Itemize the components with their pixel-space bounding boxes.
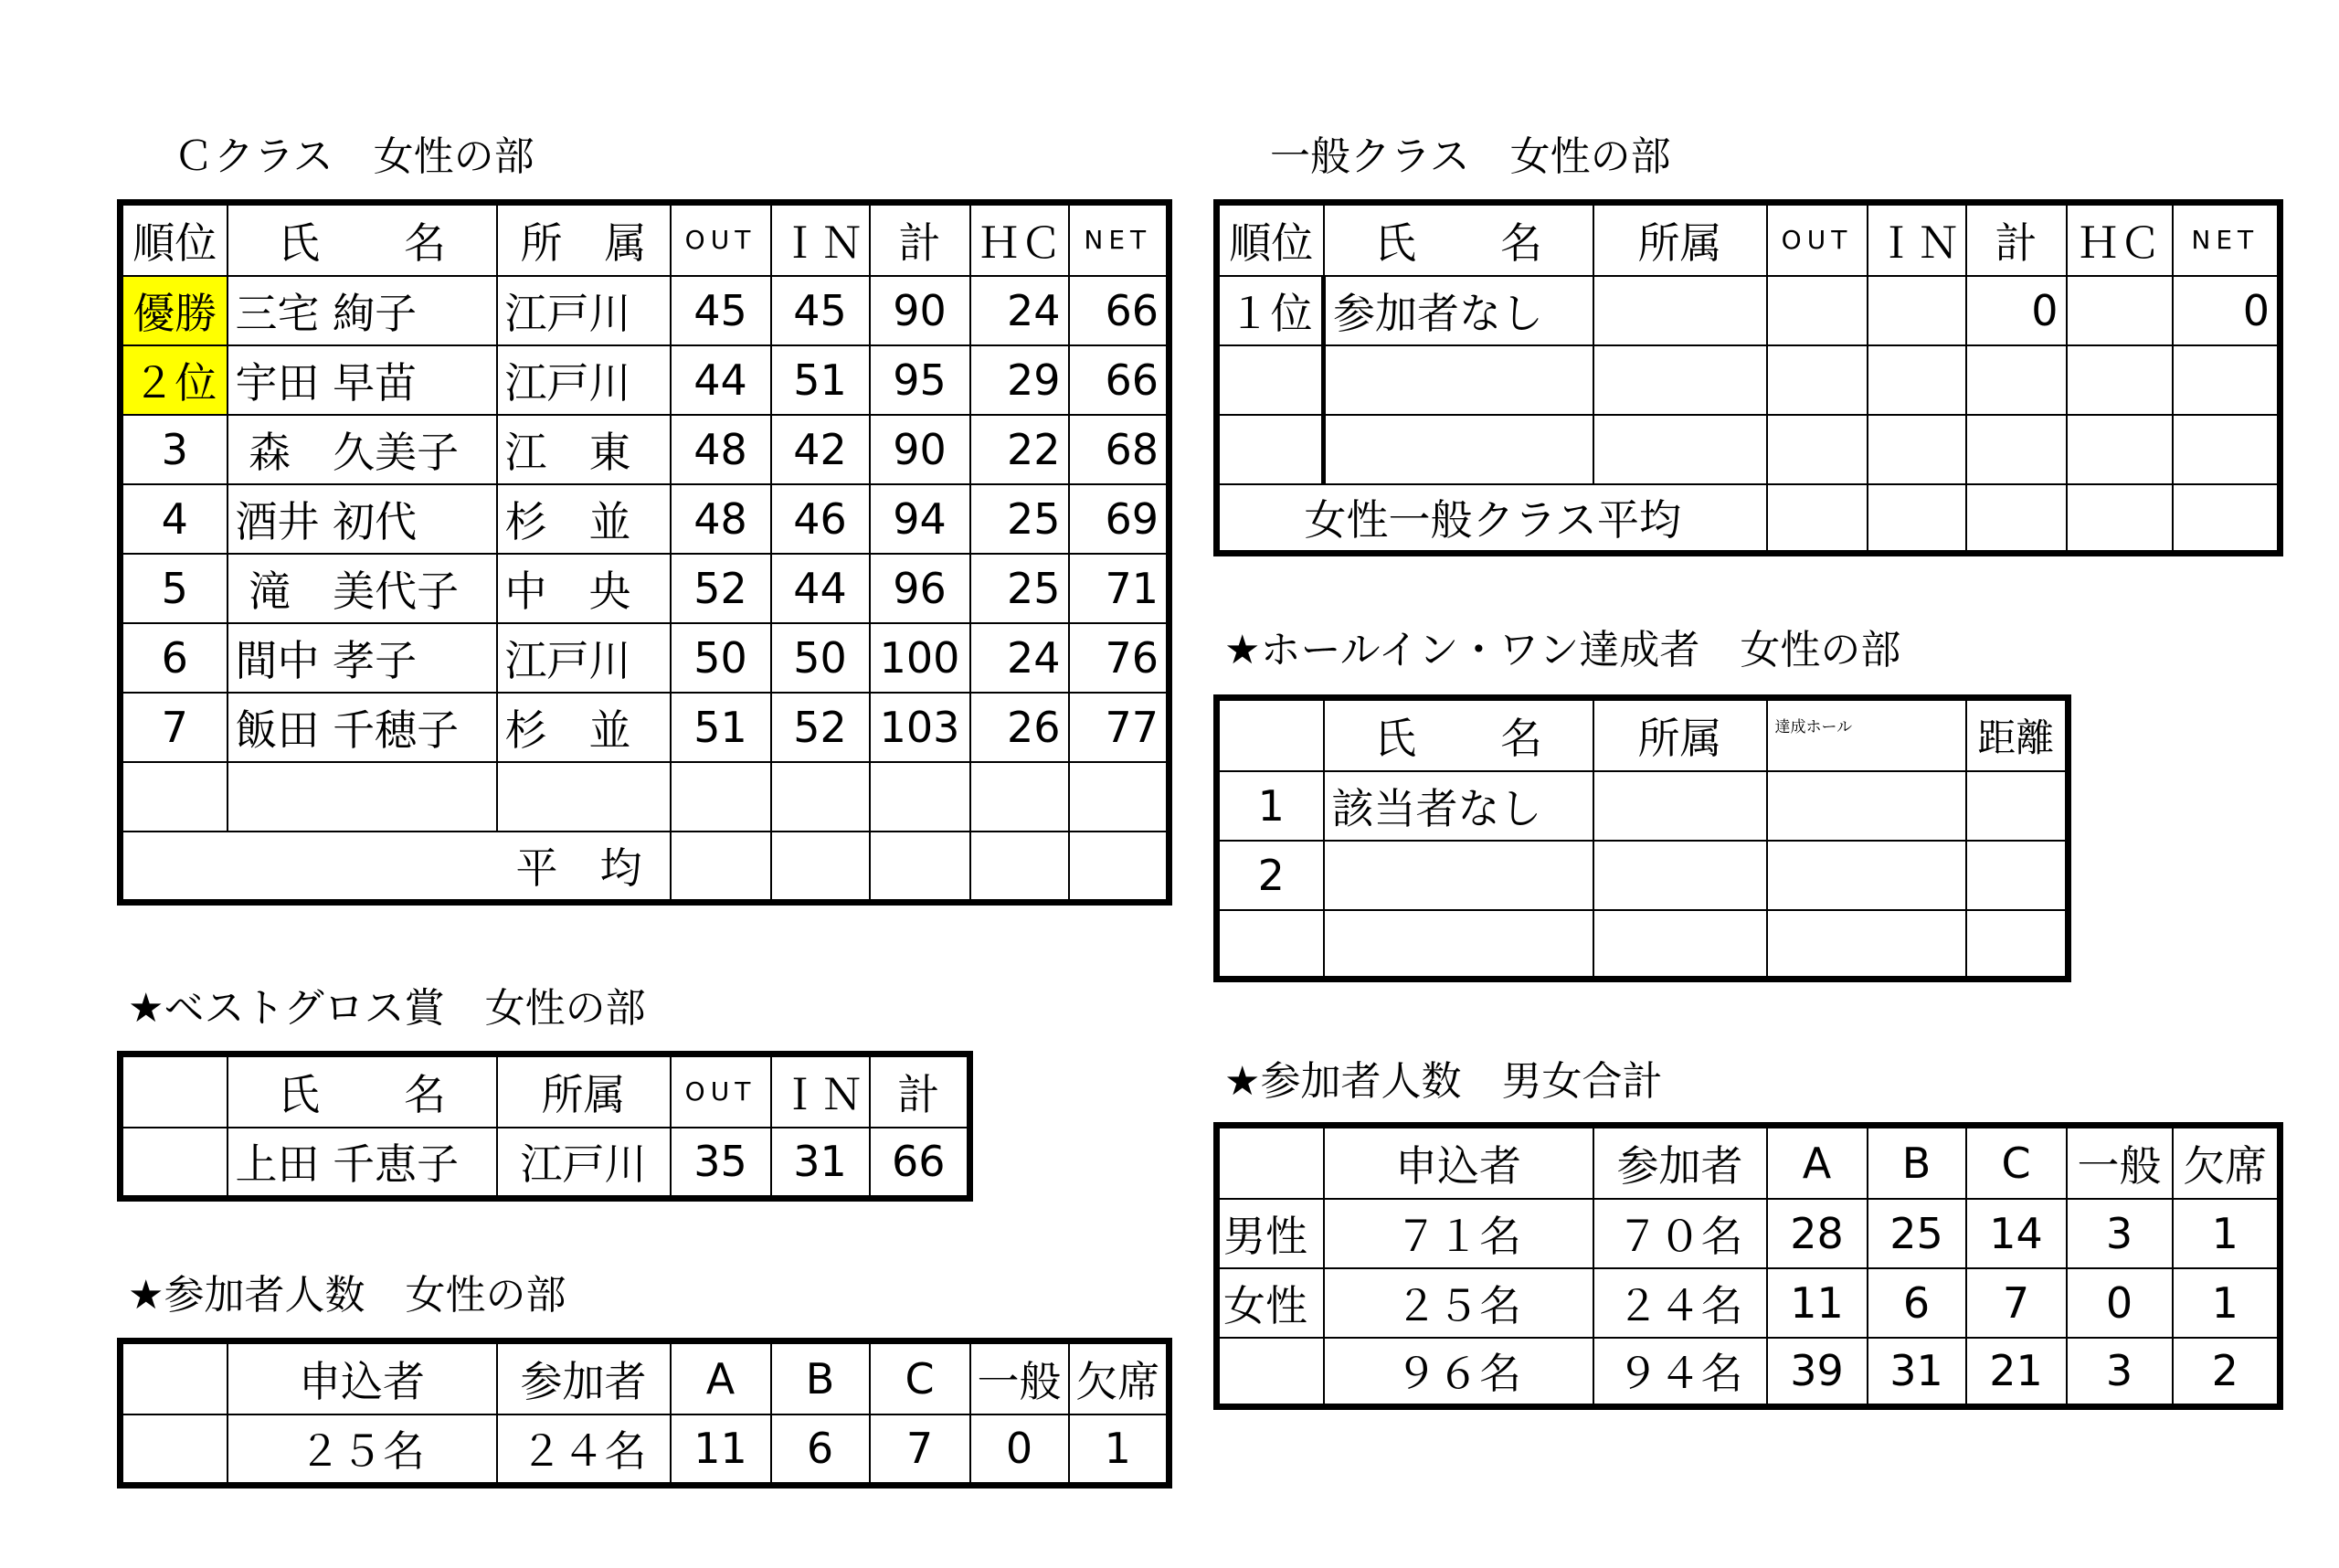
net-cell: 77 xyxy=(1069,693,1170,762)
out-cell: 35 xyxy=(671,1128,771,1199)
rank-cell: 6 xyxy=(121,623,228,693)
header-applicants: 申込者 xyxy=(1324,1126,1593,1199)
name-cell: 森 久美子 xyxy=(228,415,497,484)
out-cell: 48 xyxy=(671,484,771,554)
in-cell: 51 xyxy=(771,345,870,415)
header-in: ＩＮ xyxy=(771,203,870,276)
hc-cell: 24 xyxy=(970,276,1069,345)
out-cell xyxy=(1767,276,1868,345)
b-cell: 6 xyxy=(771,1414,870,1486)
club-cell: 江 東 xyxy=(497,415,671,484)
hole-in-one-table xyxy=(1213,694,2071,982)
out-cell: 45 xyxy=(671,276,771,345)
average-label: 平 均 xyxy=(121,832,671,903)
hc-cell: 25 xyxy=(970,484,1069,554)
table-row xyxy=(1217,415,2281,484)
table-row xyxy=(1217,771,2069,841)
participants-cell: ９４名 xyxy=(1593,1338,1767,1407)
club-cell: 江戸川 xyxy=(497,1128,671,1199)
table-row xyxy=(121,276,1170,345)
hc-cell: 25 xyxy=(970,554,1069,623)
header-participants: 参加者 xyxy=(1593,1126,1767,1199)
absent-cell: 1 xyxy=(2173,1199,2281,1268)
in-cell: 45 xyxy=(771,276,870,345)
table-row xyxy=(121,623,1170,693)
club-cell: 中 央 xyxy=(497,554,671,623)
header-rank: 順位 xyxy=(121,203,228,276)
gender-label-cell: 男性 xyxy=(1217,1199,1324,1268)
club-cell: 江戸川 xyxy=(497,345,671,415)
net-cell: 76 xyxy=(1069,623,1170,693)
header-total: 計 xyxy=(870,1054,970,1128)
header-club: 所属 xyxy=(1593,698,1767,771)
hc-cell: 26 xyxy=(970,693,1069,762)
header-blank xyxy=(121,1341,228,1414)
general-cell: 3 xyxy=(2067,1199,2173,1268)
applicants-cell: ７１名 xyxy=(1324,1199,1593,1268)
best-gross-title: ★ベストグロス賞 女性の部 xyxy=(128,985,646,1032)
net-cell: 66 xyxy=(1069,345,1170,415)
header-c: C xyxy=(870,1341,970,1414)
table-row xyxy=(121,762,1170,832)
table-row xyxy=(121,345,1170,415)
hc-cell: 22 xyxy=(970,415,1069,484)
table-row xyxy=(1217,276,2281,345)
header-absent: 欠席 xyxy=(2173,1126,2281,1199)
name-cell: 上田 千恵子 xyxy=(228,1128,497,1199)
absent-cell: 1 xyxy=(2173,1268,2281,1338)
no-cell: 1 xyxy=(1217,771,1324,841)
header-blank xyxy=(121,1054,228,1128)
general-class-title: 一般クラス 女性の部 xyxy=(1270,133,1671,180)
hole-in-one-title: ★ホールイン・ワン達成者 女性の部 xyxy=(1224,627,1901,673)
header-blank xyxy=(1217,698,1324,771)
header-net: NET xyxy=(2173,203,2281,276)
header-hc: ＨＣ xyxy=(2067,203,2173,276)
hc-cell xyxy=(2067,276,2173,345)
header-general: 一般 xyxy=(2067,1126,2173,1199)
c-cell: 14 xyxy=(1966,1199,2067,1268)
header-blank xyxy=(1217,1126,1324,1199)
c-cell: 21 xyxy=(1966,1338,2067,1407)
name-cell: 宇田 早苗 xyxy=(228,345,497,415)
header-participants: 参加者 xyxy=(497,1341,671,1414)
name-cell: 滝 美代子 xyxy=(228,554,497,623)
net-cell: 66 xyxy=(1069,276,1170,345)
header-a: A xyxy=(1767,1126,1868,1199)
rank-cell: 5 xyxy=(121,554,228,623)
header-distance: 距離 xyxy=(1966,698,2069,771)
participants-cell: ２４名 xyxy=(497,1414,671,1486)
header-b: B xyxy=(771,1341,870,1414)
header-net: NET xyxy=(1069,203,1170,276)
applicants-cell: ９６名 xyxy=(1324,1338,1593,1407)
name-cell: 該当者なし xyxy=(1324,771,1593,841)
applicants-cell: ２５名 xyxy=(1324,1268,1593,1338)
club-cell: 江戸川 xyxy=(497,276,671,345)
total-cell: 103 xyxy=(870,693,970,762)
participants-total-title: ★参加者人数 男女合計 xyxy=(1224,1058,1663,1105)
rank-cell: 優勝 xyxy=(121,276,228,345)
average-row xyxy=(121,832,1170,903)
absent-cell: 1 xyxy=(1069,1414,1170,1486)
table-row xyxy=(121,1414,1170,1486)
participants-cell: ２４名 xyxy=(1593,1268,1767,1338)
table-header-row xyxy=(1217,203,2281,276)
header-b: B xyxy=(1868,1126,1966,1199)
out-cell: 50 xyxy=(671,623,771,693)
header-rank: 順位 xyxy=(1217,203,1324,276)
header-name: 氏 名 xyxy=(228,203,497,276)
table-row xyxy=(1217,1268,2281,1338)
total-cell: 94 xyxy=(870,484,970,554)
header-in: ＩＮ xyxy=(1868,203,1966,276)
general-cell: 3 xyxy=(2067,1338,2173,1407)
gender-label-cell xyxy=(1217,1338,1324,1407)
in-cell: 50 xyxy=(771,623,870,693)
general-cell: 0 xyxy=(2067,1268,2173,1338)
header-c: C xyxy=(1966,1126,2067,1199)
club-cell xyxy=(1593,276,1767,345)
header-in: ＩＮ xyxy=(771,1054,870,1128)
header-hc: ＨＣ xyxy=(970,203,1069,276)
table-row xyxy=(1217,910,2069,980)
name-cell: 酒井 初代 xyxy=(228,484,497,554)
table-header-row xyxy=(1217,698,2069,771)
net-cell: 69 xyxy=(1069,484,1170,554)
average-label: 女性一般クラス平均 xyxy=(1217,484,1767,554)
hc-cell: 24 xyxy=(970,623,1069,693)
header-club: 所 属 xyxy=(497,203,671,276)
out-cell: 44 xyxy=(671,345,771,415)
total-cell: 96 xyxy=(870,554,970,623)
applicants-cell: ２５名 xyxy=(228,1414,497,1486)
net-cell: 68 xyxy=(1069,415,1170,484)
table-row xyxy=(121,554,1170,623)
participants-total-table xyxy=(1213,1122,2283,1410)
header-total: 計 xyxy=(870,203,970,276)
total-cell: 100 xyxy=(870,623,970,693)
in-cell: 44 xyxy=(771,554,870,623)
rank-cell: 7 xyxy=(121,693,228,762)
table-header-row xyxy=(121,203,1170,276)
table-row xyxy=(1217,1338,2281,1407)
table-header-row xyxy=(121,1341,1170,1414)
table-header-row xyxy=(1217,1126,2281,1199)
rank-cell: 4 xyxy=(121,484,228,554)
average-row xyxy=(1217,484,2281,554)
in-cell: 52 xyxy=(771,693,870,762)
total-cell: 95 xyxy=(870,345,970,415)
participants-cell: ７０名 xyxy=(1593,1199,1767,1268)
total-cell: 90 xyxy=(870,276,970,345)
rank-cell: ２位 xyxy=(121,345,228,415)
b-cell: 31 xyxy=(1868,1338,1966,1407)
table-row xyxy=(121,484,1170,554)
participants-women-title: ★参加者人数 女性の部 xyxy=(128,1272,566,1319)
no-cell: 2 xyxy=(1217,841,1324,910)
club-cell: 杉 並 xyxy=(497,484,671,554)
rank-cell: １位 xyxy=(1217,276,1324,345)
table-row xyxy=(1217,1199,2281,1268)
out-cell: 51 xyxy=(671,693,771,762)
total-cell: 90 xyxy=(870,415,970,484)
header-out: OUT xyxy=(671,1054,771,1128)
table-row xyxy=(121,415,1170,484)
general-cell: 0 xyxy=(970,1414,1069,1486)
header-out: OUT xyxy=(671,203,771,276)
header-name: 氏 名 xyxy=(228,1054,497,1128)
header-a: A xyxy=(671,1341,771,1414)
rank-cell: 3 xyxy=(121,415,228,484)
in-cell: 31 xyxy=(771,1128,870,1199)
absent-cell: 2 xyxy=(2173,1338,2281,1407)
header-applicants: 申込者 xyxy=(228,1341,497,1414)
out-cell: 48 xyxy=(671,415,771,484)
club-cell: 杉 並 xyxy=(497,693,671,762)
out-cell: 52 xyxy=(671,554,771,623)
header-hole: 達成ホール xyxy=(1767,698,1966,771)
total-cell: 0 xyxy=(1966,276,2067,345)
table-header-row xyxy=(121,1054,970,1128)
name-cell: 参加者なし xyxy=(1324,276,1593,345)
hc-cell: 29 xyxy=(970,345,1069,415)
best-gross-table xyxy=(117,1051,973,1202)
net-cell: 71 xyxy=(1069,554,1170,623)
c-class-title: Ｃクラス 女性の部 xyxy=(174,133,534,180)
in-cell xyxy=(1868,276,1966,345)
name-cell: 三宅 絢子 xyxy=(228,276,497,345)
header-club: 所属 xyxy=(497,1054,671,1128)
gender-label-cell: 女性 xyxy=(1217,1268,1324,1338)
table-row xyxy=(121,1128,970,1199)
b-cell: 25 xyxy=(1868,1199,1966,1268)
a-cell: 11 xyxy=(671,1414,771,1486)
table-row xyxy=(1217,841,2069,910)
participants-women-table xyxy=(117,1338,1172,1489)
total-cell: 66 xyxy=(870,1128,970,1199)
c-cell: 7 xyxy=(870,1414,970,1486)
header-name: 氏 名 xyxy=(1324,698,1593,771)
table-row xyxy=(1217,345,2281,415)
table-row xyxy=(121,693,1170,762)
header-club: 所属 xyxy=(1593,203,1767,276)
header-general: 一般 xyxy=(970,1341,1069,1414)
name-cell: 飯田 千穂子 xyxy=(228,693,497,762)
name-cell: 間中 孝子 xyxy=(228,623,497,693)
header-out: OUT xyxy=(1767,203,1868,276)
club-cell: 江戸川 xyxy=(497,623,671,693)
header-total: 計 xyxy=(1966,203,2067,276)
a-cell: 11 xyxy=(1767,1268,1868,1338)
c-class-table xyxy=(117,199,1172,906)
general-class-table xyxy=(1213,199,2283,556)
header-name: 氏 名 xyxy=(1324,203,1593,276)
in-cell: 42 xyxy=(771,415,870,484)
net-cell: 0 xyxy=(2173,276,2281,345)
in-cell: 46 xyxy=(771,484,870,554)
name-cell xyxy=(1324,841,1593,910)
a-cell: 28 xyxy=(1767,1199,1868,1268)
c-cell: 7 xyxy=(1966,1268,2067,1338)
a-cell: 39 xyxy=(1767,1338,1868,1407)
header-absent: 欠席 xyxy=(1069,1341,1170,1414)
b-cell: 6 xyxy=(1868,1268,1966,1338)
